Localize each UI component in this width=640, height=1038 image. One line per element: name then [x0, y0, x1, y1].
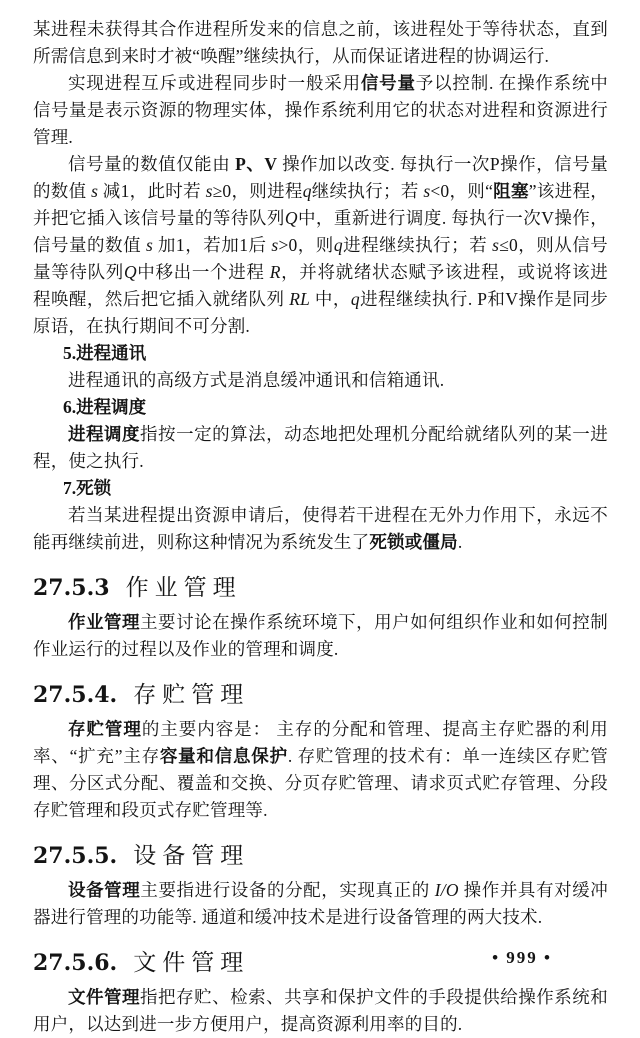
subheading — [33, 394, 608, 421]
text-run: 主要指进行设备的分配，实现真正的 — [140, 880, 435, 900]
text-run: 阻塞 — [493, 181, 529, 201]
paragraph — [33, 367, 608, 394]
paragraph — [33, 877, 608, 931]
paragraph — [33, 609, 608, 663]
section-number: 27.5.6. — [33, 950, 118, 976]
page-content — [33, 16, 608, 1038]
text-run: s — [492, 235, 500, 255]
text-run: 文件管理 — [68, 987, 141, 1007]
text-run: s — [205, 181, 213, 201]
text-run: 予以控制. 在操作系统中信号量是表示资源的物理实体，操作系统利用它的状态对进程和资源进行管理. — [33, 73, 608, 147]
text-run: 减1，此时若 — [98, 181, 206, 201]
paragraph — [33, 984, 608, 1038]
text-run: 信号量 — [360, 73, 416, 93]
text-run: >0，则 — [278, 235, 334, 255]
text-run: 设备管理 — [68, 880, 141, 900]
subheading — [33, 475, 608, 502]
text-run: 作业管理 — [68, 612, 141, 632]
text-run: q — [333, 235, 343, 255]
section-heading — [33, 676, 608, 709]
text-run: 进程通讯的高级方式是消息缓冲通讯和信箱通讯. — [68, 370, 445, 390]
text-run: 操作加以改变. 每执行一次P操作，信号量的数值 — [33, 154, 608, 201]
text-run: s — [271, 235, 279, 255]
text-run: 继续执行；若 — [311, 181, 424, 201]
paragraph — [33, 502, 608, 556]
text-run: Q — [284, 208, 298, 228]
section-heading — [33, 569, 608, 602]
text-run: 存贮管理 — [68, 719, 142, 739]
text-run: 某进程未获得其合作进程所发来的信息之前，该进程处于等待状态，直到所需信息到来时才被“唤醒”继续执行，从而保证诸进程的协调运行. — [33, 19, 608, 66]
text-run: 中移出一个进程 — [136, 262, 270, 282]
text-run: 进程继续执行. P和V操作是同步原语，在执行期间不可分割. — [33, 289, 609, 336]
section-title: 存贮管理 — [133, 682, 250, 707]
text-run: I/O — [434, 880, 459, 900]
paragraph — [33, 421, 608, 475]
text-run: 若当某进程提出资源申请后，使得若干进程在无外力作用下，永远不能再继续前进，则称这种情况为系统发生了 — [33, 505, 608, 552]
text-run: Q — [123, 262, 137, 282]
paragraph — [33, 70, 608, 151]
text-run: 7.死锁 — [63, 478, 112, 498]
text-run: s — [423, 181, 431, 201]
text-run: q — [350, 289, 360, 309]
text-run: RL — [289, 289, 311, 309]
text-run: 6.进程调度 — [63, 397, 147, 417]
paragraph — [33, 716, 608, 824]
text-run: ≥0，则进程 — [212, 181, 303, 201]
text-run: 中， — [310, 289, 351, 309]
section-number: 27.5.3 — [33, 575, 110, 601]
text-run: 死锁或僵局 — [369, 532, 458, 552]
page-number: • 999 • — [492, 948, 552, 967]
text-run: ”该进程，并把它插入该信号量的等待队列 — [33, 181, 608, 228]
subheading — [33, 340, 608, 367]
text-run: 操作并具有对缓冲器进行管理的功能等. 通道和缓冲技术是进行设备管理的两大技术. — [33, 880, 608, 927]
text-run: R — [269, 262, 281, 282]
text-run: 5.进程通讯 — [63, 343, 147, 363]
text-run: ≤0，则从信号量等待队列 — [33, 235, 608, 282]
text-run: 信号量的数值仅能由 — [68, 154, 236, 174]
text-run: 实现进程互斥或进程同步时一般采用 — [68, 73, 361, 93]
text-run: 指把存贮、检索、共享和保护文件的手段提供给操作系统和用户，以达到进一步方便用户，提高资源利用率的目的. — [33, 987, 608, 1034]
text-run: <0，则“ — [430, 181, 494, 201]
section-title: 作业管理 — [125, 575, 242, 600]
text-run: 容量和信息保护 — [159, 746, 288, 766]
section-title: 设备管理 — [133, 843, 250, 868]
section-heading — [33, 837, 608, 870]
text-run: 加1，若加1后 — [153, 235, 272, 255]
paragraph — [33, 16, 608, 70]
section-title: 文件管理 — [133, 950, 250, 975]
text-run: q — [302, 181, 312, 201]
text-run: 进程继续执行；若 — [342, 235, 493, 255]
text-run: ，并将就绪状态赋予该进程，或说将该进程唤醒，然后把它插入就绪队列 — [33, 262, 608, 309]
text-run: 的主要内容是： 主存的分配和管理、提高主存贮器的利用率、“扩充”主存 — [33, 719, 608, 766]
text-run: 指按一定的算法，动态地把处理机分配给就绪队列的某一进程，使之执行. — [33, 424, 608, 471]
text-run: 中，重新进行调度. 每执行一次V操作，信号量的数值 — [33, 208, 608, 255]
text-run: P、V — [235, 154, 278, 174]
text-run: s — [91, 181, 99, 201]
text-run: 进程调度 — [68, 424, 141, 444]
text-run: . — [457, 532, 463, 552]
section-number: 27.5.5. — [33, 843, 118, 869]
text-run: s — [146, 235, 154, 255]
section-number: 27.5.4. — [33, 682, 118, 708]
text-run: . 存贮管理的技术有：单一连续区存贮管理、分区式分配、覆盖和交换、分页存贮管理、请求页式贮存管理、分段存贮管理和段页式存贮管理等. — [33, 746, 608, 820]
text-run: 主要讨论在操作系统环境下，用户如何组织作业和如何控制作业运行的过程以及作业的管理和调度. — [33, 612, 608, 659]
paragraph — [33, 151, 608, 340]
